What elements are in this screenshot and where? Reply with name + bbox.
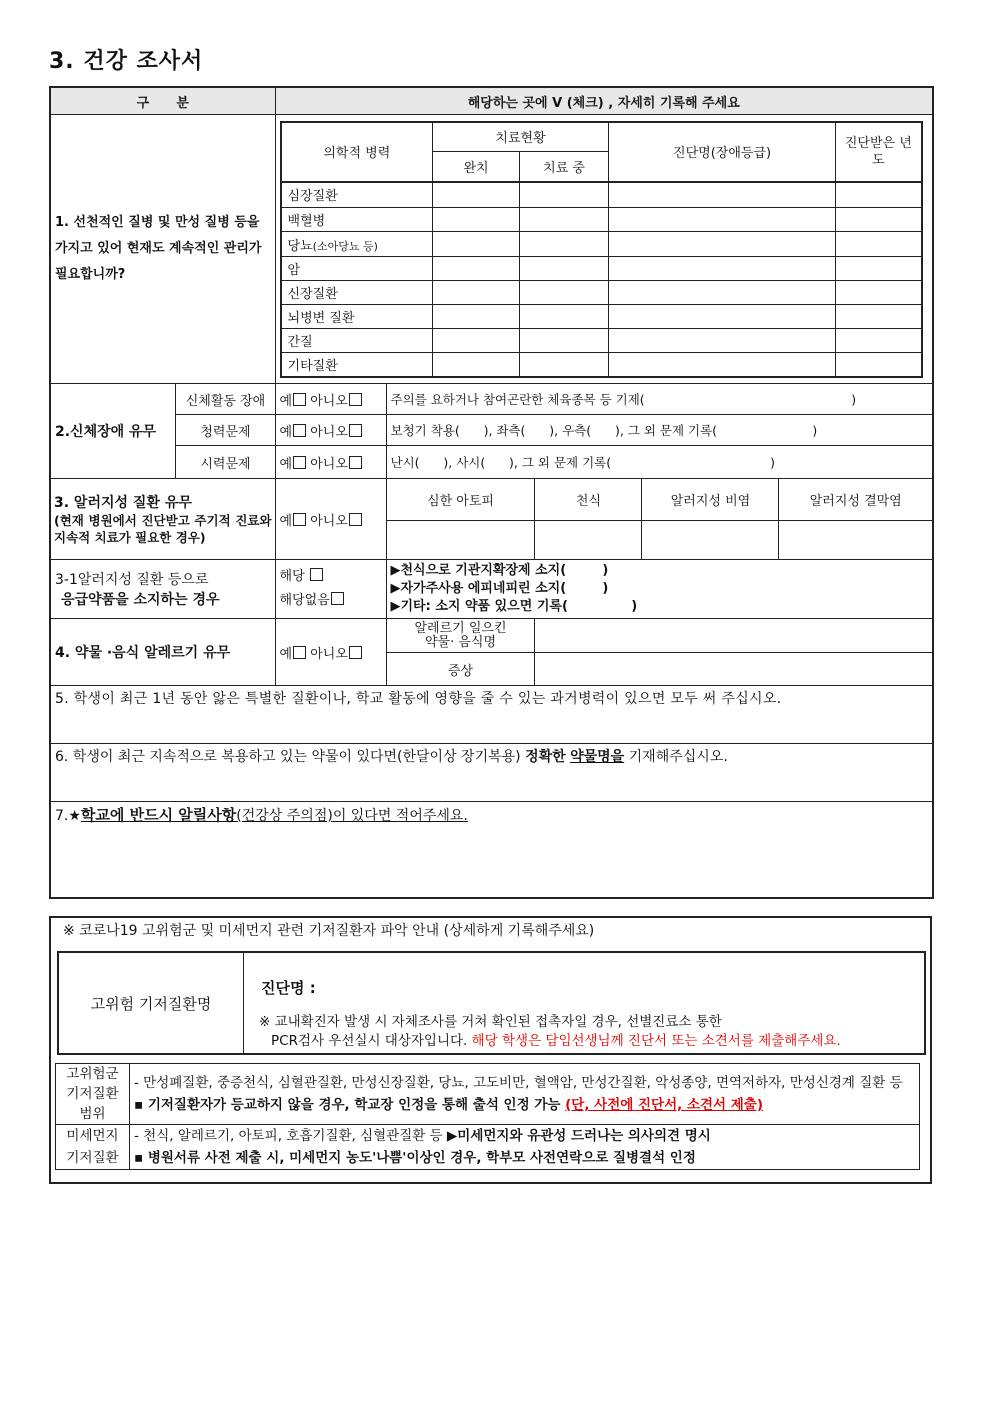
no-checkbox[interactable] [349,393,362,406]
cell-done[interactable] [433,208,520,232]
disease-name: 뇌병변 질환 [281,305,433,329]
col-diagnosis: 진단명(장애등급) [609,122,836,182]
not-applicable-checkbox[interactable] [331,592,344,605]
cell-ongoing[interactable] [520,208,609,232]
cat2-label: 미세먼지 기저질환 [56,1125,130,1170]
cell-ongoing[interactable] [520,232,609,257]
cell-year[interactable] [836,257,922,281]
cell-year[interactable] [836,208,922,232]
yes-checkbox[interactable] [293,424,306,437]
cat1-label: 고위험군 기저질환 범위 [56,1064,130,1125]
q4-cause-label: 알레르기 일으킨 약물· 음식명 [386,619,535,653]
cell-ongoing[interactable] [520,281,609,305]
cell-done[interactable] [433,257,520,281]
q3-label: 3. 알러지성 질환 유무 [54,495,192,511]
no-checkbox[interactable] [349,513,362,526]
cat2-text: - 천식, 알레르기, 아토피, 호흡기질환, 심혈관질환 등 ▶미세먼지와 유관성 드러나는 의사의견 명시 ▪ 병원서류 사전 제출 시, 미세먼지 농도'나쁨'이상인 경우, 학부모 사전연락으로 질병결석 인정 [130,1125,920,1170]
corona-notice [49,916,932,1184]
q7-text[interactable]: 7.★학교에 반드시 알릴사항(건강상 주의점)이 있다면 적어주세요. [50,802,933,898]
q2-yes-no[interactable]: 예 아니오 [275,446,386,479]
q3-yes-no[interactable]: 예 아니오 [275,479,386,560]
q2-yes-no[interactable]: 예 아니오 [275,415,386,446]
no-checkbox[interactable] [349,646,362,659]
cell-year[interactable] [836,305,922,329]
cell-diagnosis[interactable] [609,232,836,257]
cell-diagnosis[interactable] [609,305,836,329]
q4-symptom-label: 증상 [386,653,535,686]
cat1-text: - 만성폐질환, 중증천식, 심혈관질환, 만성신장질환, 당뇨, 고도비만, 혈액암, 만성간질환, 악성종양, 면역저하자, 만성신경계 질환 등 ▪ 기저질환자가 등교하지 않을 경우, 학교장 인정을 통해 출석 인정 가능 (단, 사전에 진단서, 소견서 제출) [130,1064,920,1125]
allergy-cell[interactable] [642,521,779,560]
cell-year[interactable] [836,182,922,208]
disease-name: 백혈병 [281,208,433,232]
diagnosis-label[interactable]: 진단명 : [261,979,316,997]
cell-year[interactable] [836,353,922,377]
disease-name: 심장질환 [281,182,433,208]
yes-checkbox[interactable] [293,646,306,659]
cell-ongoing[interactable] [520,182,609,208]
allergy-cell[interactable] [386,521,535,560]
cell-done[interactable] [433,232,520,257]
q2-label: 2.신체장애 유무 [50,384,176,479]
cell-ongoing[interactable] [520,329,609,353]
disease-name: 기타질환 [281,353,433,377]
yes-checkbox[interactable] [293,513,306,526]
cell-done[interactable] [433,329,520,353]
cell-ongoing[interactable] [520,305,609,329]
cell-year[interactable] [836,232,922,257]
cell-year[interactable] [836,329,922,353]
q2-detail[interactable]: 난시( ), 사시( ), 그 외 문제 기록( ) [386,446,933,479]
diabetes-note: (소아당뇨 등) [312,239,378,253]
q4-symptom-input[interactable] [535,653,933,686]
cell-diagnosis[interactable] [609,182,836,208]
high-risk-label: 고위험 기저질환명 [59,953,244,1053]
cell-done[interactable] [433,182,520,208]
allergy-header: 천식 [535,479,642,521]
q3-1-applicable[interactable]: 해당 해당없음 [275,560,386,619]
q5-text[interactable]: 5. 학생이 최근 1년 동안 앓은 특별한 질환이나, 학교 활동에 영향을 줄 수 있는 과거병력이 있으면 모두 써 주십시오. [50,686,933,744]
cell-diagnosis[interactable] [609,329,836,353]
allergy-header: 알러지성 비염 [642,479,779,521]
q4-yes-no[interactable]: 예 아니오 [275,619,386,686]
q2-detail[interactable]: 주의를 요하거나 참여곤란한 체육종목 등 기제( ) [386,384,933,415]
col-treatment: 치료현황 [433,122,609,152]
col-year: 진단받은 년도 [836,122,922,182]
yes-checkbox[interactable] [293,393,306,406]
q2-type: 시력문제 [176,446,275,479]
q2-yes-no[interactable]: 예 아니오 [275,384,386,415]
allergy-cell[interactable] [535,521,642,560]
q4-label: 4. 약물 ·음식 알레르기 유무 [50,619,275,686]
q1-disease-table [280,121,923,378]
disease-name: 당뇨(소아당뇨 등) [281,232,433,257]
q2-detail[interactable]: 보청기 착용( ), 좌측( ), 우측( ), 그 외 문제 기록( ) [386,415,933,446]
cell-diagnosis[interactable] [609,208,836,232]
cell-ongoing[interactable] [520,257,609,281]
no-checkbox[interactable] [349,456,362,469]
q1-question: 1. 선천적인 질병 및 만성 질병 등을 가지고 있어 현재도 계속적인 관리가필요합니까? [50,115,275,384]
q3-1-label: 3-1알러지성 질환 등으로 응급약품을 소지하는 경우 [50,560,275,619]
cell-diagnosis[interactable] [609,257,836,281]
yes-checkbox[interactable] [293,456,306,469]
q2-type: 청력문제 [176,415,275,446]
diagnosis-box [57,951,926,1055]
q3-label-cell [50,479,275,560]
cell-done[interactable] [433,353,520,377]
diagnosis-note: ※ 교내확진자 발생 시 자체조사를 거쳐 확인된 접촉자일 경우, 선별진료소 통한 PCR검사 우선실시 대상자입니다. 해당 학생은 담임선생님께 진단서 또는 소견서를 제출해주세요. [259,1014,841,1049]
cell-done[interactable] [433,305,520,329]
cell-diagnosis[interactable] [609,353,836,377]
q4-cause-input[interactable] [535,619,933,653]
col-history: 의학적 병력 [281,122,433,182]
cell-done[interactable] [433,281,520,305]
header-instruction: 해당하는 곳에 V (체크) , 자세히 기록해 주세요 [275,87,933,115]
cell-year[interactable] [836,281,922,305]
disease-name: 간질 [281,329,433,353]
corona-title: ※ 코로나19 고위험군 및 미세먼지 관련 기저질환자 파악 안내 (상세하게 기록해주세요) [63,923,595,939]
q1-answer-cell [275,115,933,384]
disease-name: 신장질환 [281,281,433,305]
q3-1-items[interactable]: ▶천식으로 기관지확장제 소지( ) ▶자가주사용 에피네피린 소지( ) ▶기타: 소지 약품 있으면 기록( ) [386,560,933,619]
col-done: 완치 [433,152,520,182]
page-title: 3. 건강 조사서 [49,49,204,74]
allergy-cell[interactable] [779,521,933,560]
allergy-header: 심한 아토피 [386,479,535,521]
allergy-header: 알러지성 결막염 [779,479,933,521]
disease-name: 암 [281,257,433,281]
cell-ongoing[interactable] [520,353,609,377]
health-survey-table [49,86,934,899]
cell-diagnosis[interactable] [609,281,836,305]
col-ongoing: 치료 중 [520,152,609,182]
no-checkbox[interactable] [349,424,362,437]
applicable-checkbox[interactable] [310,568,323,581]
category-table [55,1063,920,1170]
q2-type: 신체활동 장애 [176,384,275,415]
q6-text[interactable]: 6. 학생이 최근 지속적으로 복용하고 있는 약물이 있다면(한달이상 장기복용) 정확한 약물명을 기재해주십시오. [50,744,933,802]
header-category: 구 분 [50,87,275,115]
q3-sublabel: (현재 병원에서 진단받고 주기적 진료와 지속적 치료가 필요한 경우) [54,513,272,545]
